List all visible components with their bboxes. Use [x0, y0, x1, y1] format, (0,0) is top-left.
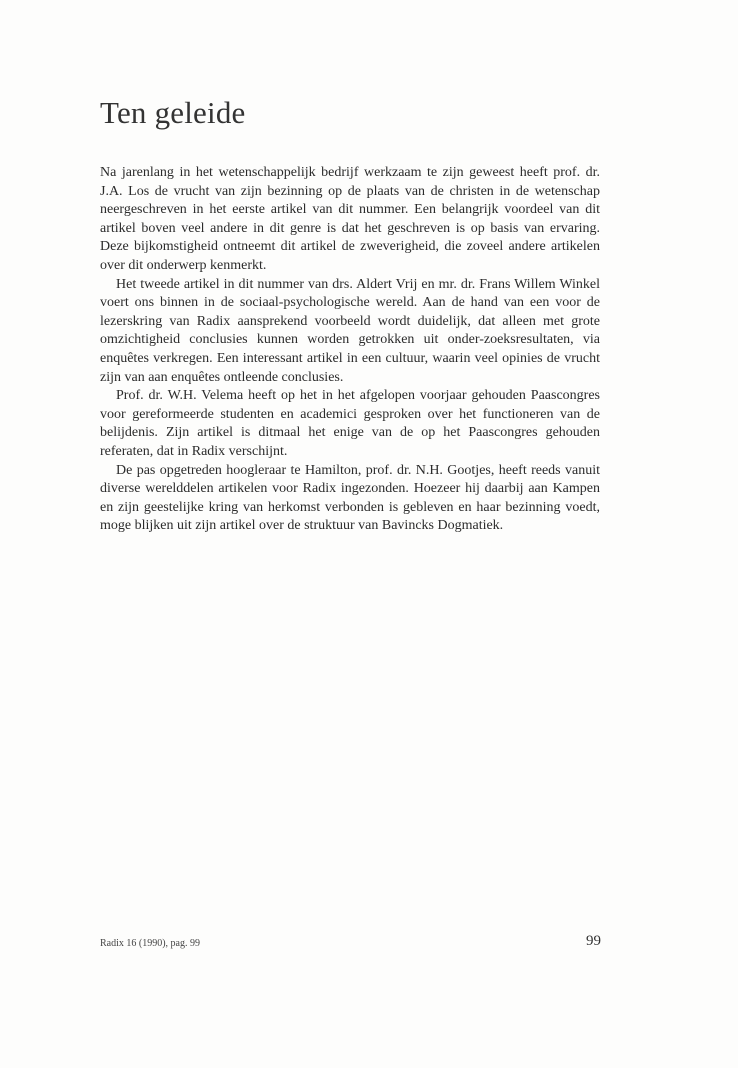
paragraph-3: Prof. dr. W.H. Velema heeft op het in het afgelopen voorjaar gehouden Paascongres voor gereformeerde studenten en academici gesproken over het functioneren van de belijdenis. Zijn artikel is ditmaal het enige van de op het Paascongres gehouden referaten, dat in Radix verschijnt. [100, 388, 600, 459]
footer-citation: Radix 16 (1990), pag. 99 [100, 938, 200, 949]
paragraph-4: De pas opgetreden hoogleraar te Hamilton, prof. dr. N.H. Gootjes, heeft reeds vanuit diverse werelddelen artikelen voor Radix ingezonden. Hoezeer hij daarbij aan Kampen en zijn geestelijke kring van herkomst verbonden is gebleven en haar bezinning voedt, moge blijken uit zijn artikel over de struktuur van Bavincks Dogmatiek. [100, 462, 600, 534]
page-number: 99 [586, 933, 601, 949]
article-title: Ten geleide [100, 95, 246, 130]
paragraph-2: Het tweede artikel in dit nummer van drs. Aldert Vrij en mr. dr. Frans Willem Winkel voert ons binnen in de sociaal-psychologische wereld. Aan de hand van een voor de lezerskring van Radix aansprekend voorbeeld wordt duidelijk, dat alleen met grote omzichtigheid conclusies kunnen worden getrokken uit onder-zoeksresultaten, via enquêtes verkregen. Een interessant artikel in een cultuur, waarin veel opinies de vrucht zijn van aan enquêtes ontleende conclusies. [100, 276, 600, 385]
article-body [100, 164, 600, 536]
paragraph-1: Na jarenlang in het wetenschappelijk bedrijf werkzaam te zijn geweest heeft prof. dr. J.A. Los de vrucht van zijn bezinning op de plaats van de christen in de wetenschap neergeschreven in het eerste artikel van dit nummer. Een belangrijk voordeel van dit artikel boven veel andere in dit genre is dat het geschreven is op basis van ervaring. Deze bijkomstigheid ontneemt dit artikel de zweverigheid, die zoveel andere artikelen over dit onderwerp kenmerkt. [100, 165, 600, 273]
